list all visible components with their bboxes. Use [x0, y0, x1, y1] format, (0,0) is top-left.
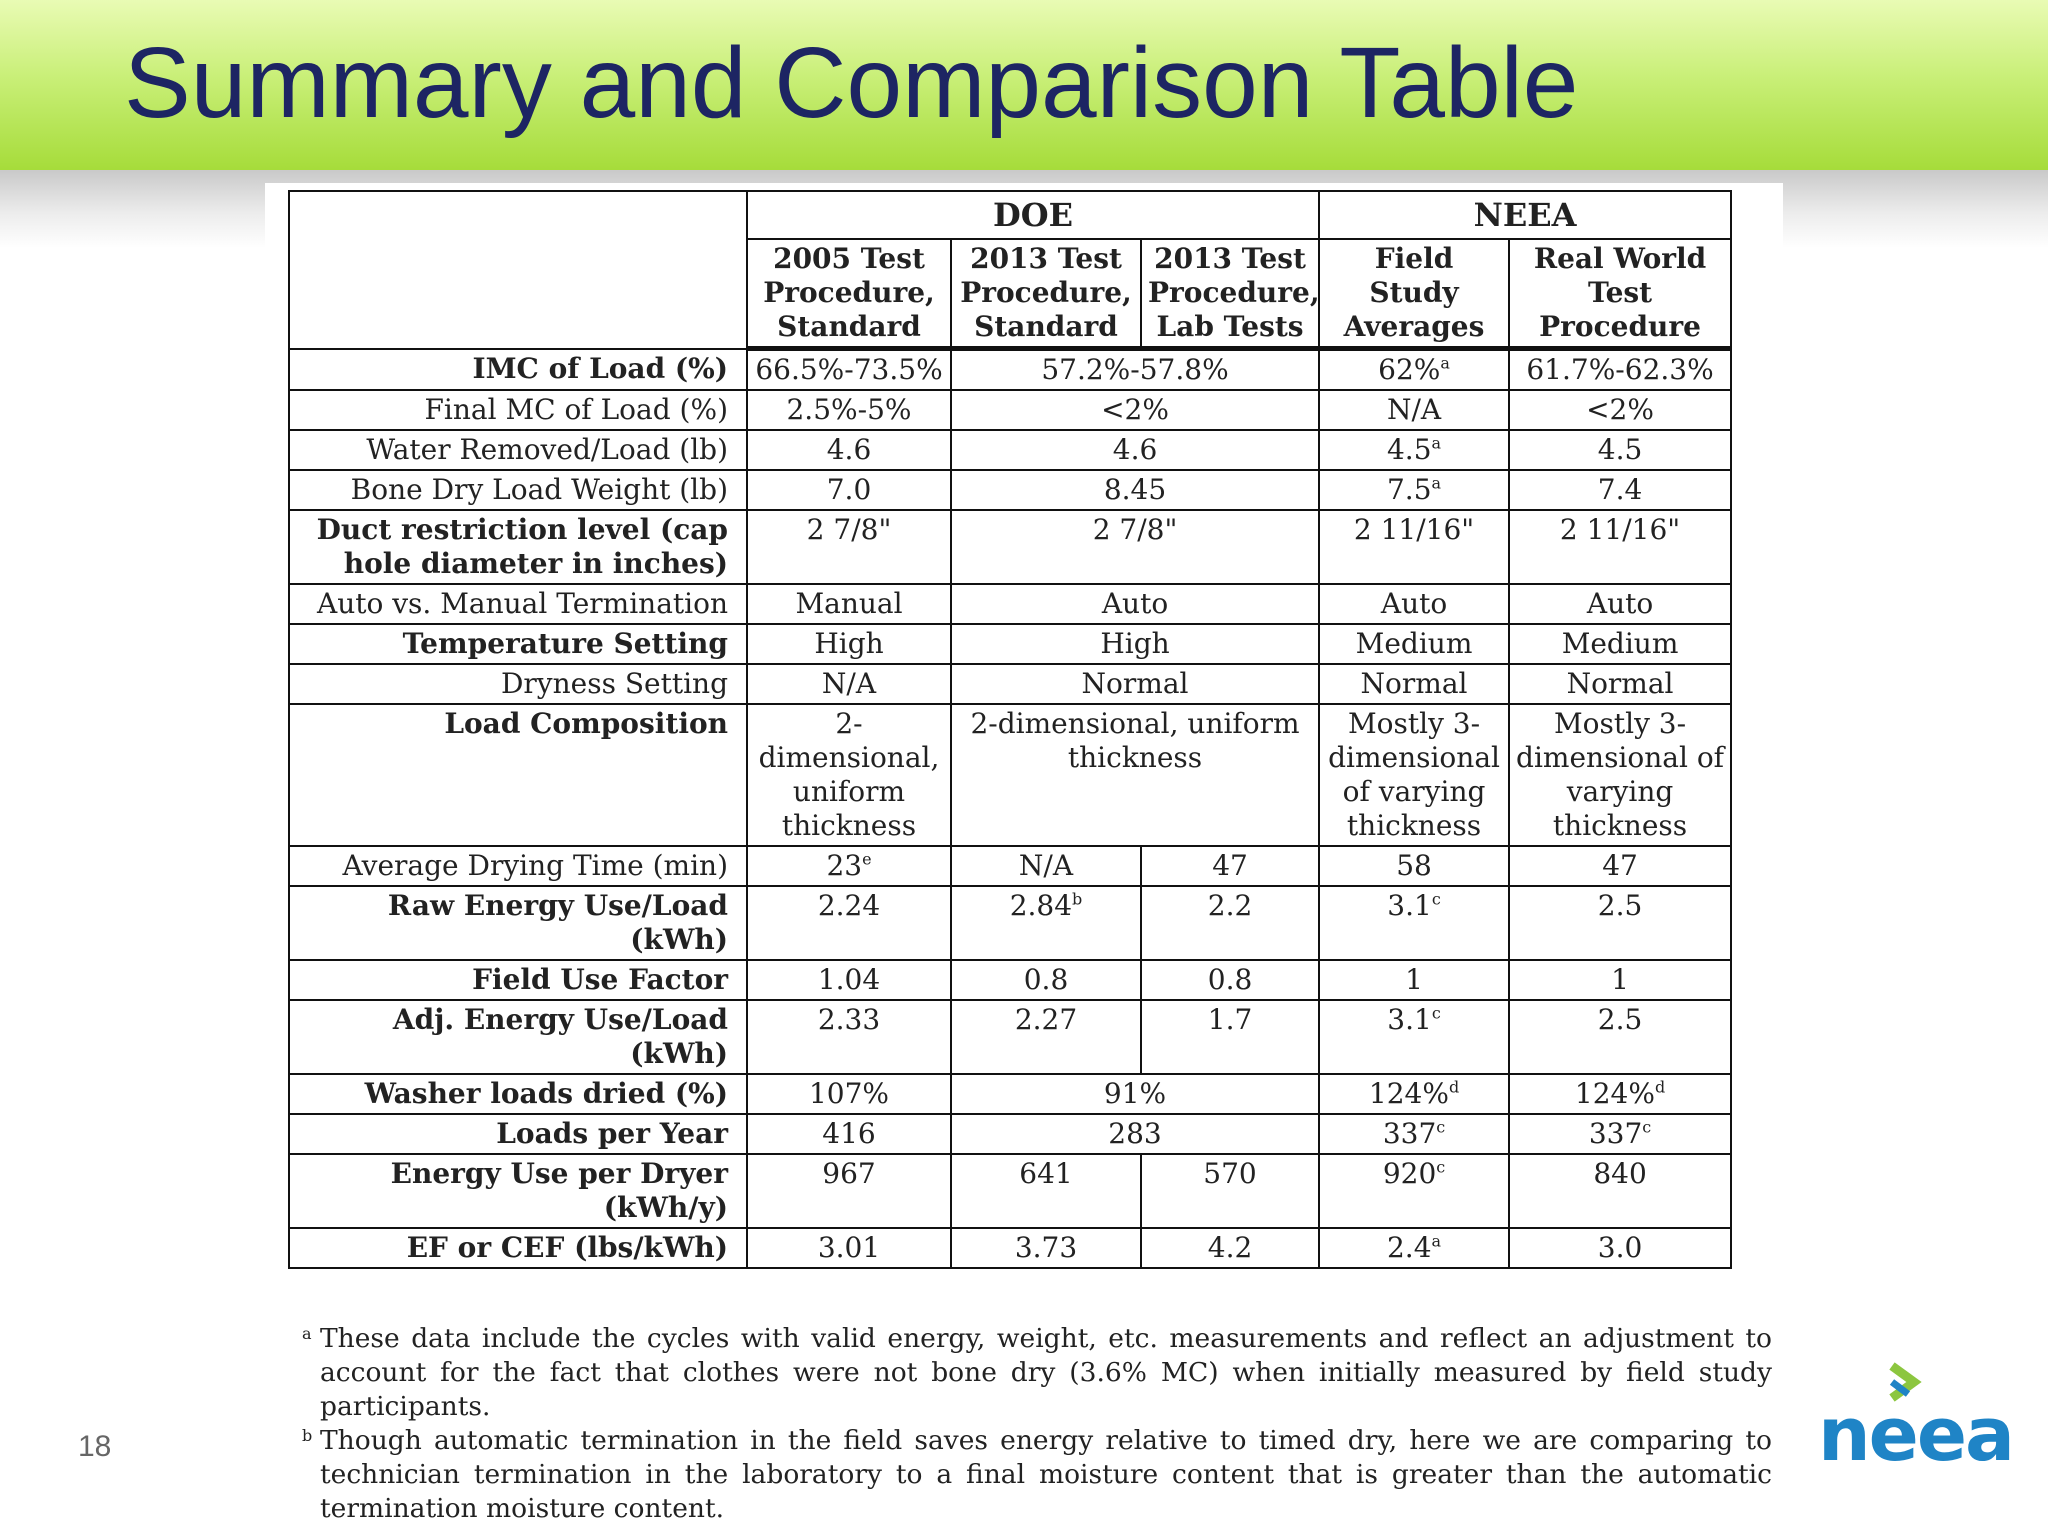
row-label: Energy Use per Dryer (kWh/y)	[289, 1154, 747, 1228]
footnote-marker: e	[862, 849, 872, 869]
row-label: Dryness Setting	[289, 664, 747, 704]
row-label: Adj. Energy Use/Load (kWh)	[289, 1000, 747, 1074]
row-label: Temperature Setting	[289, 624, 747, 664]
row-label: Water Removed/Load (lb)	[289, 430, 747, 470]
footnote-a-mark: a	[302, 1324, 312, 1343]
col-header-2013-lab: 2013 Test Procedure, Lab Tests	[1141, 239, 1319, 349]
col-header-field-study: Field Study Averages	[1319, 239, 1509, 349]
cell-value: 2.84	[1009, 889, 1073, 922]
cell-value: 337	[1382, 1117, 1437, 1150]
col-header-2005-standard: 2005 Test Procedure, Standard	[747, 239, 951, 349]
table-row	[289, 624, 1731, 664]
table-cell: 2.2	[1141, 886, 1319, 960]
table-cell: 2.24	[747, 886, 951, 960]
footnote-marker: c	[1431, 889, 1441, 909]
logo-wordmark: neea	[1818, 1392, 2013, 1478]
table-cell: 47	[1141, 846, 1319, 886]
cell-value: 3.1	[1387, 889, 1432, 922]
table-cell: 66.5%-73.5%	[747, 349, 951, 391]
table-cell: 58	[1319, 846, 1509, 886]
table-cell: Mostly 3-dimensional of varying thickness	[1319, 704, 1509, 846]
table-group-header-row	[289, 191, 1731, 239]
table-cell: Auto	[1319, 584, 1509, 624]
table-row	[289, 1228, 1731, 1268]
table-cell: Normal	[951, 664, 1319, 704]
table-cell: Medium	[1319, 624, 1509, 664]
table-cell: 416	[747, 1114, 951, 1154]
table-cell: 7.0	[747, 470, 951, 510]
row-label: Loads per Year	[289, 1114, 747, 1154]
footnote-marker: c	[1436, 1157, 1446, 1177]
row-label: Bone Dry Load Weight (lb)	[289, 470, 747, 510]
footnote-marker: a	[1440, 353, 1450, 373]
table-cell: <2%	[951, 390, 1319, 430]
row-label: Final MC of Load (%)	[289, 390, 747, 430]
footnote-marker: c	[1642, 1117, 1652, 1137]
table-row	[289, 664, 1731, 704]
table-row	[289, 960, 1731, 1000]
table-cell	[1319, 430, 1509, 470]
cell-value: 337	[1588, 1117, 1643, 1150]
col-header-real-world: Real World Test Procedure	[1509, 239, 1731, 349]
table-cell: Auto	[951, 584, 1319, 624]
table-cell: Medium	[1509, 624, 1731, 664]
footnote-marker: b	[1072, 889, 1083, 909]
table-row	[289, 349, 1731, 391]
table-cell	[1319, 349, 1509, 391]
table-cell: 2-dimensional, uniform thickness	[951, 704, 1319, 846]
table-row	[289, 470, 1731, 510]
footnote-marker: a	[1431, 473, 1442, 493]
table-cell: Auto	[1509, 584, 1731, 624]
cell-value: 124%	[1574, 1077, 1655, 1110]
footnote-b-text: Though automatic termination in the field saves energy relative to timed dry, here we are comparing to technician termination in the laboratory to a final moisture content that is greater than the automatic termination moisture content.	[320, 1425, 1772, 1524]
col-header-2013-standard: 2013 Test Procedure, Standard	[951, 239, 1141, 349]
table-cell	[1319, 470, 1509, 510]
row-label: EF or CEF (lbs/kWh)	[289, 1228, 747, 1268]
table-cell: Normal	[1509, 664, 1731, 704]
row-label: Raw Energy Use/Load (kWh)	[289, 886, 747, 960]
row-label: Average Drying Time (min)	[289, 846, 747, 886]
footnote-b	[302, 1424, 1772, 1526]
table-cell: 4.6	[747, 430, 951, 470]
table-cell: 3.01	[747, 1228, 951, 1268]
comparison-table	[288, 190, 1732, 1269]
table-cell: 1.04	[747, 960, 951, 1000]
footnote-marker: d	[1448, 1077, 1460, 1097]
footnote-marker: a	[1431, 433, 1442, 453]
row-label: Field Use Factor	[289, 960, 747, 1000]
table-cell: N/A	[1319, 390, 1509, 430]
table-row	[289, 1154, 1731, 1228]
cell-value: 124%	[1368, 1077, 1449, 1110]
table-cell: 1.7	[1141, 1000, 1319, 1074]
row-label: Auto vs. Manual Termination	[289, 584, 747, 624]
table-cell	[951, 886, 1141, 960]
footnote-b-mark: b	[302, 1426, 313, 1445]
table-cell	[1319, 1154, 1509, 1228]
table-cell: 91%	[951, 1074, 1319, 1114]
table-row	[289, 390, 1731, 430]
table-cell: 47	[1509, 846, 1731, 886]
table-cell: 8.45	[951, 470, 1319, 510]
footnote-marker: d	[1654, 1077, 1666, 1097]
row-label: IMC of Load (%)	[289, 349, 747, 391]
footnote-marker: a	[1431, 1231, 1442, 1251]
table-cell: 2 7/8"	[951, 510, 1319, 584]
header-blank-cell	[289, 191, 747, 349]
footnote-marker: c	[1436, 1117, 1446, 1137]
table-row	[289, 1074, 1731, 1114]
table-cell: 61.7%-62.3%	[1509, 349, 1731, 391]
table-cell	[1319, 886, 1509, 960]
row-label: Washer loads dried (%)	[289, 1074, 747, 1114]
cell-value: 3.1	[1387, 1003, 1432, 1036]
table-cell	[1509, 1074, 1731, 1114]
table-cell: 2 7/8"	[747, 510, 951, 584]
table-cell: Manual	[747, 584, 951, 624]
table-cell: 3.73	[951, 1228, 1141, 1268]
table-cell	[1319, 1074, 1509, 1114]
neea-logo	[1818, 1362, 2013, 1478]
table-cell: High	[951, 624, 1319, 664]
cell-value: 23	[826, 849, 863, 882]
table-cell: 4.2	[1141, 1228, 1319, 1268]
table-cell: 4.6	[951, 430, 1319, 470]
table-cell	[1509, 1114, 1731, 1154]
table-cell: <2%	[1509, 390, 1731, 430]
table-cell: 2.33	[747, 1000, 951, 1074]
table-cell: 2 11/16"	[1319, 510, 1509, 584]
table-row	[289, 886, 1731, 960]
row-label: Load Composition	[289, 704, 747, 846]
table-cell: 2.27	[951, 1000, 1141, 1074]
table-cell: 0.8	[1141, 960, 1319, 1000]
table-cell: 2.5	[1509, 886, 1731, 960]
cell-value: 7.5	[1386, 473, 1432, 506]
table-cell: 57.2%-57.8%	[951, 349, 1319, 391]
table-cell: N/A	[951, 846, 1141, 886]
group-header-neea: NEEA	[1319, 191, 1731, 239]
table-cell: 840	[1509, 1154, 1731, 1228]
table-cell: 3.0	[1509, 1228, 1731, 1268]
table-cell: 1	[1319, 960, 1509, 1000]
table-cell: 570	[1141, 1154, 1319, 1228]
table-cell	[1319, 1228, 1509, 1268]
table-cell: 1	[1509, 960, 1731, 1000]
table-row	[289, 846, 1731, 886]
page-number: 18	[78, 1430, 112, 1463]
table-cell: 2 11/16"	[1509, 510, 1731, 584]
table-cell	[1319, 1114, 1509, 1154]
table-cell: 2.5	[1509, 1000, 1731, 1074]
table-cell: 4.5	[1509, 430, 1731, 470]
table-cell	[1319, 1000, 1509, 1074]
table-row	[289, 430, 1731, 470]
cell-value: 62%	[1378, 353, 1441, 386]
table-cell: 107%	[747, 1074, 951, 1114]
footnotes	[302, 1322, 1772, 1526]
cell-value: 4.5	[1386, 433, 1432, 466]
table-cell: N/A	[747, 664, 951, 704]
table-row	[289, 1114, 1731, 1154]
footnote-marker: c	[1431, 1003, 1441, 1023]
table-cell: 7.4	[1509, 470, 1731, 510]
row-label: Duct restriction level (cap hole diameter in inches)	[289, 510, 747, 584]
table-cell	[747, 846, 951, 886]
table-cell: 0.8	[951, 960, 1141, 1000]
table-cell: 283	[951, 1114, 1319, 1154]
cell-value: 920	[1382, 1157, 1437, 1190]
slide-title: Summary and Comparison Table	[124, 27, 1579, 139]
table-cell: High	[747, 624, 951, 664]
table-cell: 2.5%-5%	[747, 390, 951, 430]
cell-value: 2.4	[1386, 1231, 1432, 1264]
table-cell: 967	[747, 1154, 951, 1228]
table-cell: Mostly 3-dimensional of varying thickness	[1509, 704, 1731, 846]
footnote-a-text: These data include the cycles with valid energy, weight, etc. measurements and reflect an adjustment to account for the fact that clothes were not bone dry (3.6% MC) when initially measured by field study participants.	[320, 1323, 1772, 1422]
table-cell: Normal	[1319, 664, 1509, 704]
footnote-a	[302, 1322, 1772, 1424]
table-cell: 641	[951, 1154, 1141, 1228]
table-row	[289, 584, 1731, 624]
group-header-doe: DOE	[747, 191, 1319, 239]
table-row	[289, 1000, 1731, 1074]
table-row	[289, 704, 1731, 846]
table-cell: 2-dimensional, uniform thickness	[747, 704, 951, 846]
table-row	[289, 510, 1731, 584]
